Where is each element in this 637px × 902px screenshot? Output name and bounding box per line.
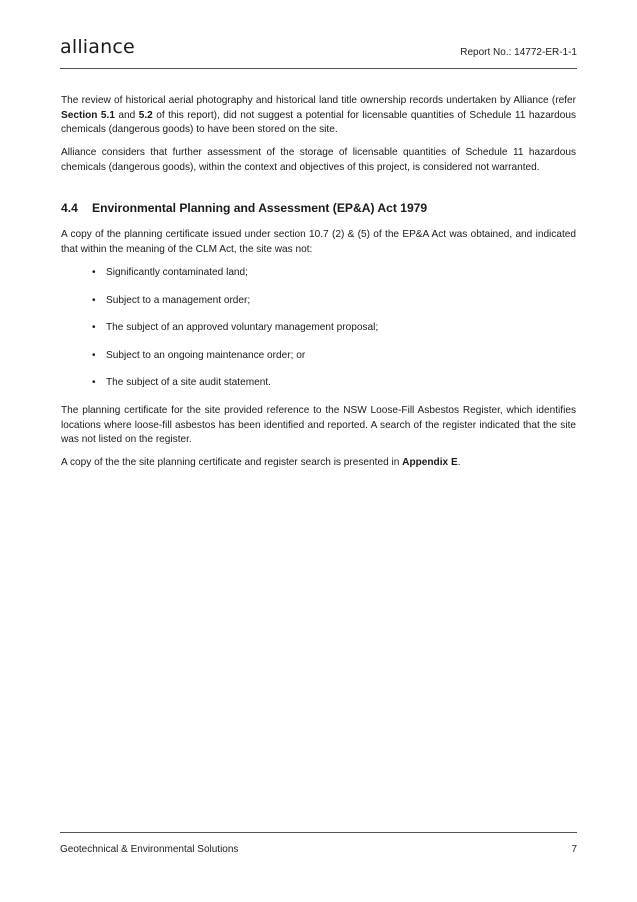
bullet-icon: • [92,377,96,389]
appendix-e-reference: Appendix E [402,457,458,469]
paragraph-asbestos-register: The planning certificate for the site provided reference to the NSW Loose-Fill Asbestos Register, which identifies locations where loose-fill asbestos has been identified and reported. A search of the register indicated that the site was not listed on the register. [61,404,576,446]
paragraph-further-assessment: Alliance considers that further assessment of the storage of licensable quantities of Schedule 11 hazardous chemicals (dangerous goods), within the context and objectives of this project, is considered not warranted. [61,147,576,173]
section-number: 4.4 [61,200,78,215]
section-title: Environmental Planning and Assessment (EP&A) Act 1979 [92,200,428,215]
section-5-2-reference: 5.2 [138,109,153,121]
page-header [60,36,577,69]
footer-company-tagline: Geotechnical & Environmental Solutions [60,844,239,855]
page-footer [60,832,577,855]
list-item: • Significantly contaminated land; [61,266,576,294]
list-item: • Subject to a management order; [61,294,576,322]
bullet-icon: • [92,294,96,306]
list-item: • The subject of an approved voluntary management proposal; [61,321,576,349]
bullet-icon: • [92,322,96,334]
site-status-list [61,266,576,404]
paragraph-planning-certificate: A copy of the planning certificate issued under section 10.7 (2) & (5) of the EP&A Act was obtained, and indicated that within the meaning of the CLM Act, the site was not: [61,229,576,255]
list-item: • Subject to an ongoing maintenance order; or [61,349,576,377]
page-number: 7 [571,844,577,855]
section-heading [61,201,576,216]
report-number: Report No.: 14772-ER-1-1 [460,47,577,58]
paragraph-appendix-reference: A copy of the the site planning certificate and register search is presented in Appendix E. [61,457,461,469]
page-content [61,94,576,479]
bullet-icon: • [92,349,96,361]
paragraph-aerial-review: The review of historical aerial photography and historical land title ownership records undertaken by Alliance (refer Section 5.1 and 5.2 of this report), did not suggest a potential for licensable quantities of Schedule 11 hazardous chemicals (dangerous goods) to have been stored on the site. [61,95,577,136]
section-5-1-reference: Section 5.1 [61,109,115,121]
alliance-logo: alliance [60,36,135,58]
bullet-icon: • [92,266,96,278]
list-item: • The subject of a site audit statement. [61,376,576,404]
